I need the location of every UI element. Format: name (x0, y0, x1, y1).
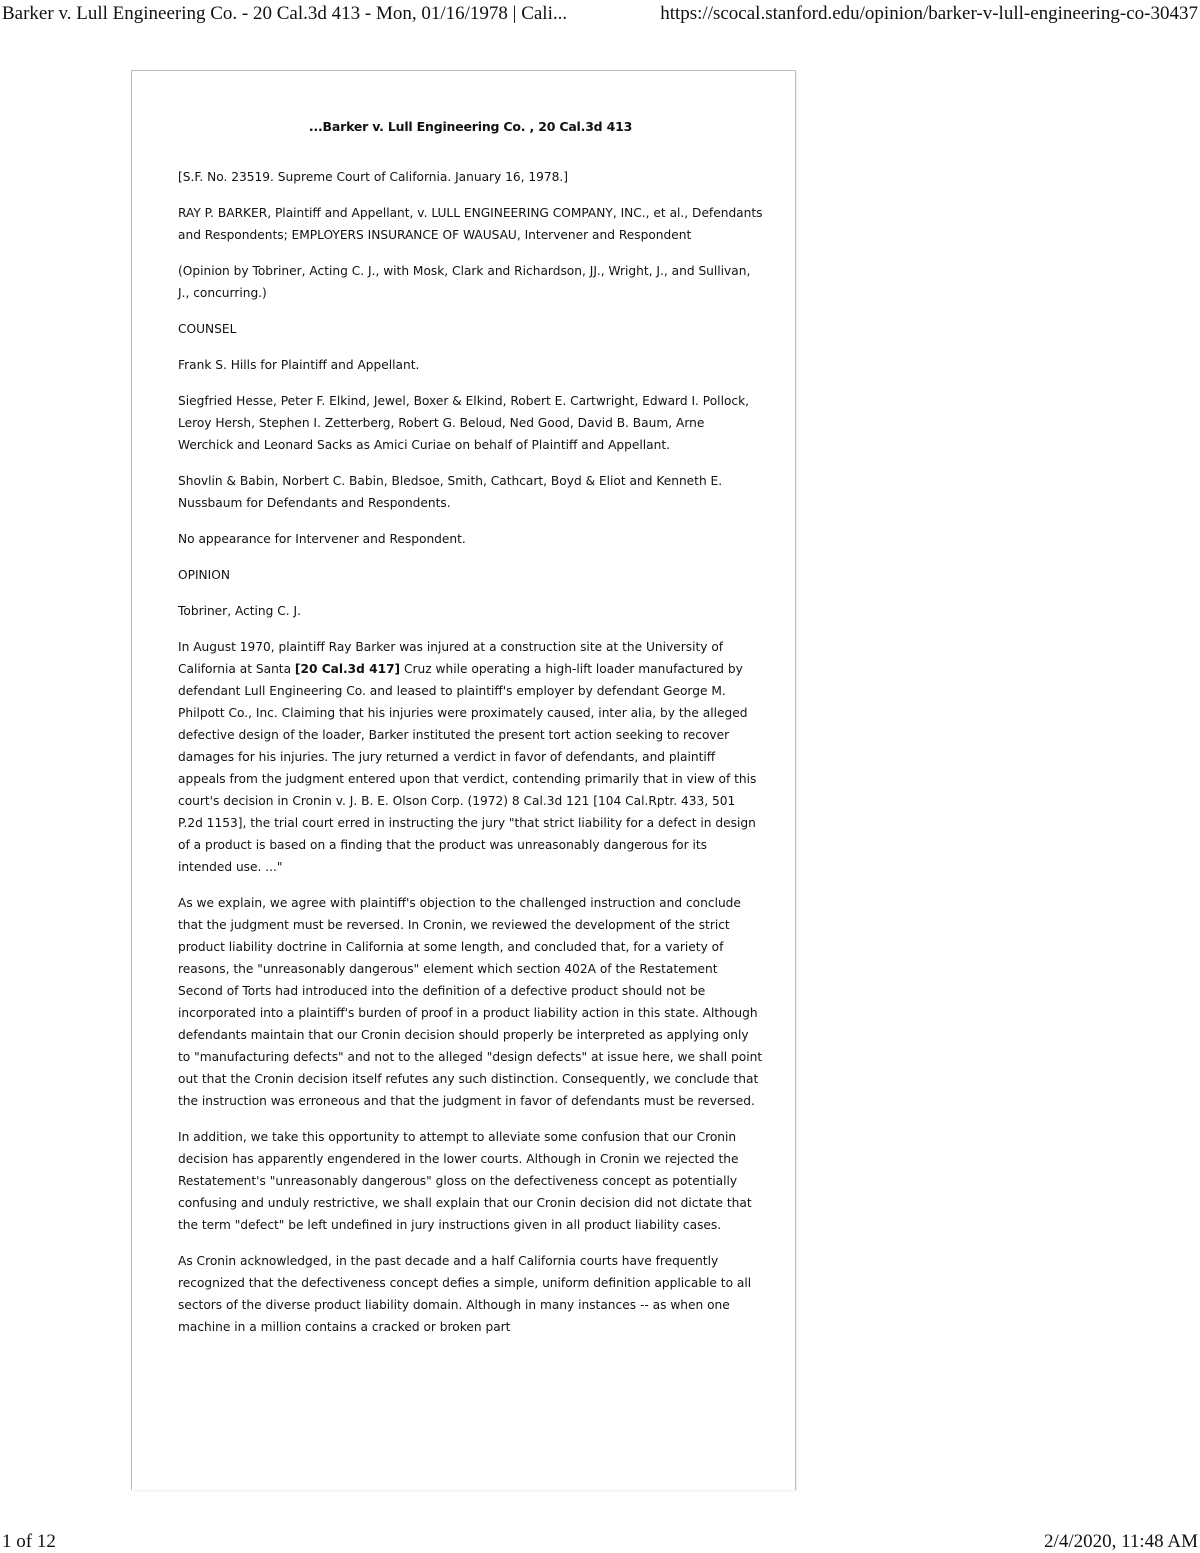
opinion-author: Tobriner, Acting C. J. (178, 604, 301, 618)
opinion-paragraph-1 (178, 636, 763, 878)
paragraph-1-text-b: Cruz while operating a high-lift loader manufactured by defendant Lull Engineering Co. and leased to plaintiff's employer by defendant George M. Philpott Co., Inc. Claiming that his injuries were proximately caused, inter alia, by the alleged defective design of the loader, Barker instituted the present tort action seeking to recover damages for his injuries. The jury returned a verdict in favor of defendants, and plaintiff appeals from the judgment entered upon that verdict, contending primarily that in view of this court's decision in Cronin v. J. B. E. Olson Corp. (1972) 8 Cal.3d 121 [104 Cal.Rptr. 433, 501 P.2d 1153], the trial court erred in instructing the jury "that strict liability for a defect in design of a product is based on a finding that the product was unreasonably dangerous for its intended use. ..." (178, 662, 757, 874)
opinion-paragraph-3: In addition, we take this opportunity to attempt to alleviate some confusion that our Cronin decision has apparently engendered in the lower courts. Although in Cronin we rejected the Restatement's "unreasonably dangerous" gloss on the defectiveness concept as potentially confusing and unduly restrictive, we shall explain that our Cronin decision did not dictate that the term "defect" be left undefined in jury instructions given in all product liability cases. (178, 1130, 752, 1232)
page-citation: [20 Cal.3d 417] (294, 662, 401, 676)
docket-line: [S.F. No. 23519. Supreme Court of California. January 16, 1978.] (178, 170, 569, 184)
counsel-appellant: Frank S. Hills for Plaintiff and Appellant. (178, 358, 420, 372)
opinion-by-paragraph: (Opinion by Tobriner, Acting C. J., with Mosk, Clark and Richardson, JJ., Wright, J., and Sullivan, J., concurring.) (178, 264, 751, 300)
counsel-heading: COUNSEL (178, 322, 237, 336)
browser-header-url: https://scocal.stanford.edu/opinion/barker-v-lull-engineering-co-30437 (660, 3, 1198, 24)
document-page (131, 70, 796, 1490)
opinion-content (178, 111, 763, 1352)
paragraph-1-text-a: In August 1970, plaintiff Ray Barker was injured at a construction site at the University of California at Santa (178, 640, 724, 676)
print-timestamp: 2/4/2020, 11:48 AM (1044, 1531, 1198, 1552)
counsel-amici: Siegfried Hesse, Peter F. Elkind, Jewel, Boxer & Elkind, Robert E. Cartwright, Edward I. Pollock, Leroy Hersh, Stephen I. Zetterberg, Robert G. Beloud, Ned Good, David B. Baum, Arne Werchick and Leonard Sacks as Amici Curiae on behalf of Plaintiff and Appellant. (178, 394, 750, 452)
parties-paragraph: RAY P. BARKER, Plaintiff and Appellant, v. LULL ENGINEERING COMPANY, INC., et al., Defendants and Respondents; EMPLOYERS INSURANCE OF WAUSAU, Intervener and Respondent (178, 206, 763, 242)
page-counter: 1 of 12 (2, 1531, 56, 1552)
browser-header-title: Barker v. Lull Engineering Co. - 20 Cal.3d 413 - Mon, 01/16/1978 | Cali... (2, 3, 568, 24)
opinion-paragraph-2: As we explain, we agree with plaintiff's objection to the challenged instruction and conclude that the judgment must be reversed. In Cronin, we reviewed the development of the strict product liability doctrine in California at some length, and concluded that, for a variety of reasons, the "unreasonably dangerous" element which section 402A of the Restatement Second of Torts had introduced into the definition of a defective product should not be incorporated into a plaintiff's burden of proof in a product liability action in this state. Although defendants maintain that our Cronin decision should properly be interpreted as applying only to "manufacturing defects" and not to the alleged "design defects" at issue here, we shall point out that the Cronin decision itself refutes any such distinction. Consequently, we conclude that the instruction was erroneous and that the judgment in favor of defendants must be reversed. (178, 896, 763, 1108)
opinion-paragraph-4: As Cronin acknowledged, in the past decade and a half California courts have frequently recognized that the defectiveness concept defies a simple, uniform definition applicable to all sectors of the diverse product liability domain. Although in many instances -- as when one machine in a million contains a cracked or broken part (178, 1254, 752, 1334)
counsel-intervener: No appearance for Intervener and Respondent. (178, 532, 466, 546)
opinion-heading: OPINION (178, 568, 230, 582)
counsel-respondents: Shovlin & Babin, Norbert C. Babin, Bledsoe, Smith, Cathcart, Boyd & Eliot and Kenneth E. Nussbaum for Defendants and Respondents. (178, 474, 723, 510)
case-title: ...Barker v. Lull Engineering Co. , 20 Cal.3d 413 (308, 119, 633, 134)
